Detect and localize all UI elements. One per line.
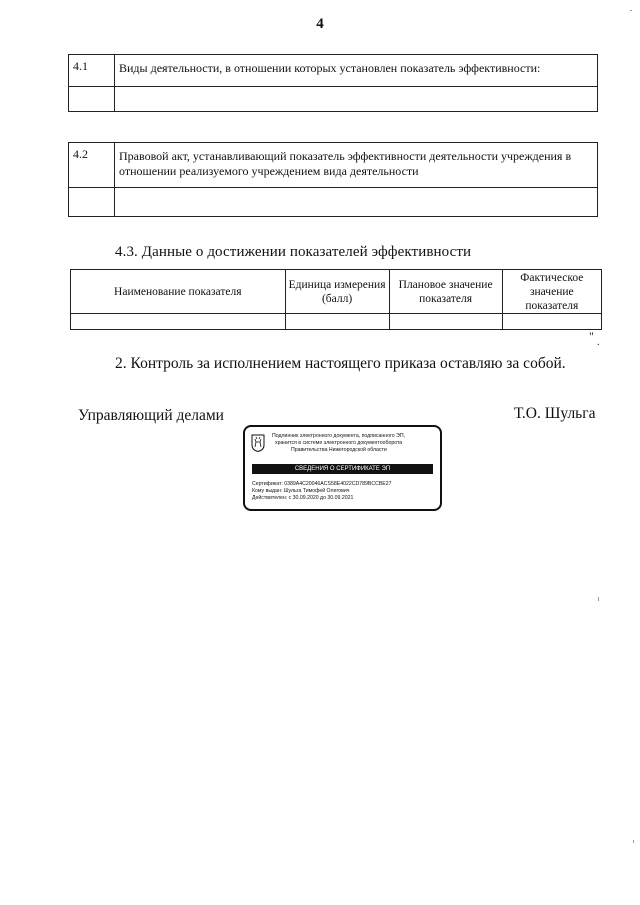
certificate-owner: Кому выдан: Шульга Тимофей Олегович [252, 488, 350, 494]
empty-cell [69, 87, 115, 112]
empty-cell [115, 87, 598, 112]
signatory-title: Управляющий делами [78, 407, 224, 424]
section-heading: 4.3. Данные о достижении показателей эффективности [115, 244, 472, 260]
scan-mark [630, 10, 632, 11]
certificate-validity: Действителен: с 30.09.2020 до 30.09.2021 [252, 495, 354, 501]
page-number: 4 [316, 16, 324, 32]
column-header: Наименование показателя [71, 270, 286, 314]
empty-cell [285, 314, 389, 330]
stamp-header: СВЕДЕНИЯ О СЕРТИФИКАТЕ ЭП [252, 464, 433, 474]
column-header: Фактическое значение показателя [502, 270, 601, 314]
activity-types-label: Виды деятельности, в отношении которых установлен показатель эффективности: [115, 55, 598, 87]
row-number-cell: 4.2 [69, 143, 115, 188]
empty-cell [502, 314, 601, 330]
signatory-name: Т.О. Шульга [514, 405, 596, 422]
stamp-line: Подлинник электронного документа, подписанного ЭП, [272, 433, 406, 439]
indicators-table [70, 269, 602, 330]
legal-act-label: Правовой акт, устанавливающий показатель эффективности деятельности учреждения в отношении реализуемого учреждением вида деятельности [115, 143, 598, 188]
closing-dot: . [597, 337, 600, 348]
emblem-icon [251, 434, 265, 452]
table-4-1 [68, 54, 598, 112]
scan-mark [633, 840, 634, 843]
empty-cell [69, 188, 115, 217]
closing-quote: " [589, 329, 594, 343]
column-header: Единица измерения (балл) [285, 270, 389, 314]
stamp-line: Правительства Нижегородской области [291, 447, 387, 453]
certificate-number: Сертификат: 0389A4C20046ACS58E4022CD789BCCBE27 [252, 481, 392, 487]
row-number-cell: 4.1 [69, 55, 115, 87]
table-4-2 [68, 142, 598, 217]
electronic-signature-stamp [243, 425, 442, 511]
control-statement: 2. Контроль за исполнением настоящего приказа оставляю за собой. [115, 355, 566, 372]
column-header: Плановое значение показателя [389, 270, 502, 314]
stamp-line: хранится в системе электронного документооборота [275, 440, 403, 446]
empty-cell [115, 188, 598, 217]
empty-cell [389, 314, 502, 330]
scan-mark [598, 597, 599, 601]
empty-cell [71, 314, 286, 330]
